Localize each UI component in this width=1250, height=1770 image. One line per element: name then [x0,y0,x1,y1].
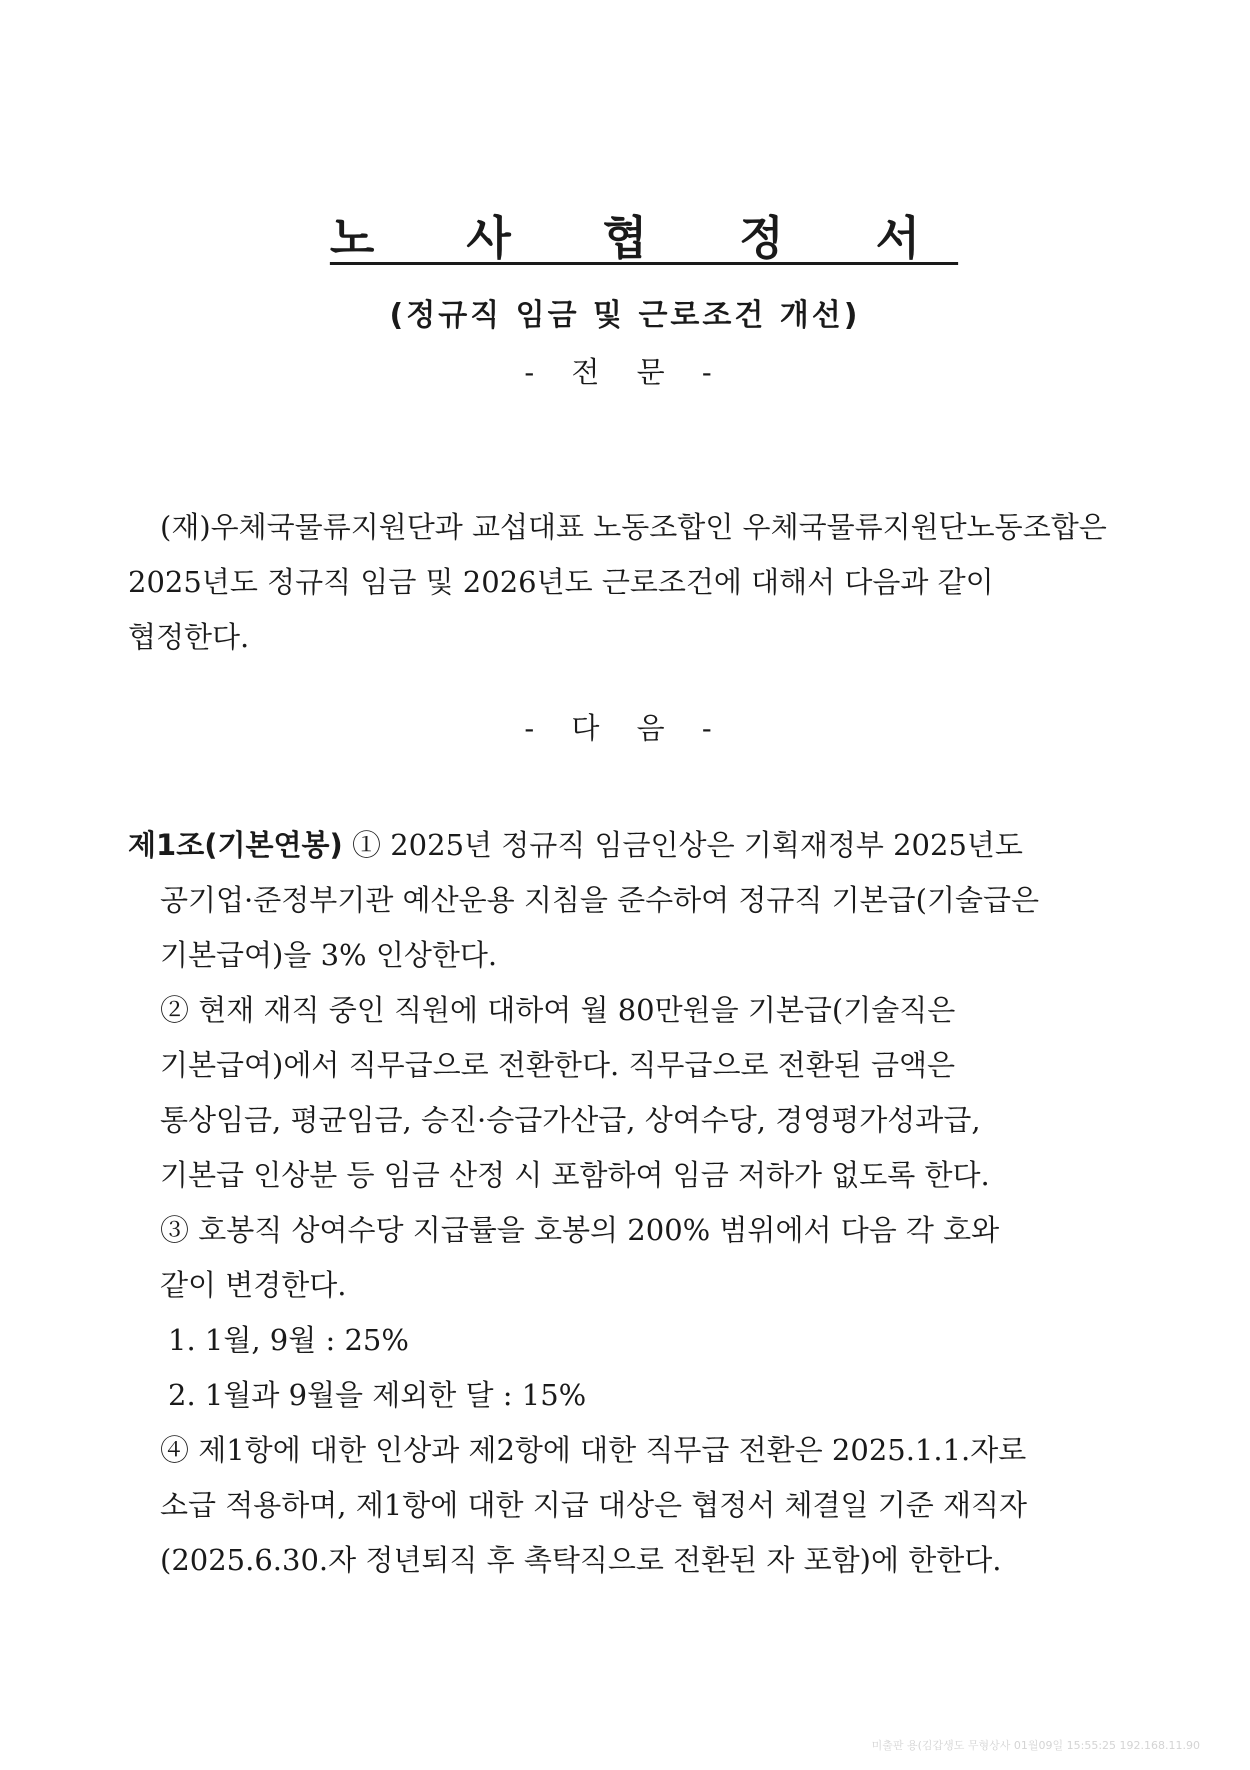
document-subtitle: (정규직 임금 및 근로조건 개선) [389,298,861,333]
print-watermark: 미출판 용(김갑생도 무형상사 01월09일 15:55:25 192.168.11.90 [871,1739,1200,1752]
article-line: 통상임금, 평균임금, 승진·승급가산급, 상여수당, 경영평가성과급, [160,1103,981,1137]
article-text: ① 2025년 정규직 임금인상은 기획재정부 2025년도 [352,828,1023,862]
article-1 [128,818,1128,1588]
article-line: ② 현재 재직 중인 직원에 대하여 월 80만원을 기본급(기술직은 [160,993,956,1027]
document-title-text: 노 사 협 정 서 [329,211,959,265]
article-line: 기본급 인상분 등 임금 산정 시 포함하여 임금 저하가 없도록 한다. [160,1158,990,1192]
article-line: ④ 제1항에 대한 인상과 제2항에 대한 직무급 전환은 2025.1.1.자로 [160,1433,1027,1467]
list-item: 2. 1월과 9월을 제외한 달 : 15% [168,1378,587,1412]
article-line: 기본급여)을 3% 인상한다. [160,938,498,972]
body-heading: - 다 음 - [524,711,726,745]
document-title [0,208,1250,268]
article-line: 공기업·준정부기관 예산운용 지침을 준수하여 정규직 기본급(기술급은 [160,883,1040,917]
article-line [128,818,1128,873]
preamble-heading: - 전 문 - [524,355,726,389]
preamble-line: 협정한다. [128,620,250,654]
article-line: ③ 호봉직 상여수당 지급률을 호봉의 200% 범위에서 다음 각 호와 [160,1213,1000,1247]
list-item: 1. 1월, 9월 : 25% [168,1323,409,1357]
preamble-paragraph [128,500,1128,665]
article-line: 소급 적용하며, 제1항에 대한 지급 대상은 협정서 체결일 기준 재직자 [160,1488,1028,1522]
article-line: (2025.6.30.자 정년퇴직 후 촉탁직으로 전환된 자 포함)에 한한다. [160,1543,1002,1577]
preamble-line: (재)우체국물류지원단과 교섭대표 노동조합인 우체국물류지원단노동조합은 [160,510,1107,544]
article-line: 기본급여)에서 직무급으로 전환한다. 직무급으로 전환된 금액은 [160,1048,955,1082]
article-line: 같이 변경한다. [160,1268,347,1302]
article-1-heading: 제1조(기본연봉) [128,828,343,862]
preamble-line: 2025년도 정규직 임금 및 2026년도 근로조건에 대해서 다음과 같이 [128,565,994,599]
